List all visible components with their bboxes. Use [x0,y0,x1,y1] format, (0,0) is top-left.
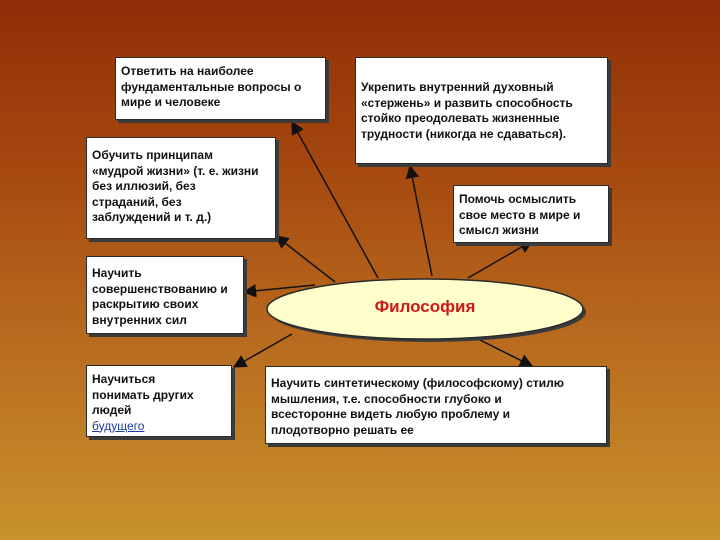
box-line: без иллюзий, без [92,179,196,193]
arrow-to-bottom-left [234,334,292,367]
box-understand-others [86,365,232,437]
arrow-to-upper-left [276,236,335,282]
box-line: смысл жизни [459,223,539,237]
box-strengthen-inner-core [355,57,608,164]
box-line: Ответить на наиболее [121,64,254,78]
box-line: трудности (никогда не сдаваться). [361,126,567,141]
box-line: Укрепить внутренний духовный [361,80,554,94]
box-line: понимать других [92,387,194,402]
box-line: совершенствованию и [92,281,228,296]
box-synthetic-thinking [265,366,607,444]
box-line: Научить [92,266,142,280]
box-line: мышления, т.е. способности глубоко и [271,391,502,406]
box-line: заблуждений и т. д.) [92,210,212,224]
center-label: Философия [374,297,476,316]
box-line: всесторонне видеть любую проблему и [271,407,510,421]
box-line: фундаментальные вопросы о [121,79,302,94]
future-link[interactable]: будущего [92,418,145,433]
box-line: внутренних сил [92,312,187,327]
box-line: Обучить принципам [92,148,213,162]
box-line: Научиться [92,372,156,386]
box-line: людей [92,403,132,417]
box-line: мире и человеке [121,95,221,109]
box-line: стойко преодолевать жизненные [361,111,560,125]
box-line: Помочь осмыслить [459,192,577,206]
box-line: «мудрой жизни» (т. е. жизни [92,163,259,178]
box-answer-fundamental-questions [115,57,326,120]
box-wise-life-principles [86,137,276,239]
box-line: «стержень» и развить способность [361,95,573,110]
box-meaning-of-life [453,185,609,243]
box-line: свое место в мире и [459,207,581,222]
arrow-to-right [468,241,532,278]
arrow-to-top-right [410,166,432,276]
box-line: Научить синтетическому (философскому) стилю [271,376,565,390]
box-line: раскрытию своих [92,297,199,311]
box-line: страданий, без [92,194,182,209]
box-self-improvement [86,256,244,334]
box-line: плодотворно решать ее [271,422,414,437]
